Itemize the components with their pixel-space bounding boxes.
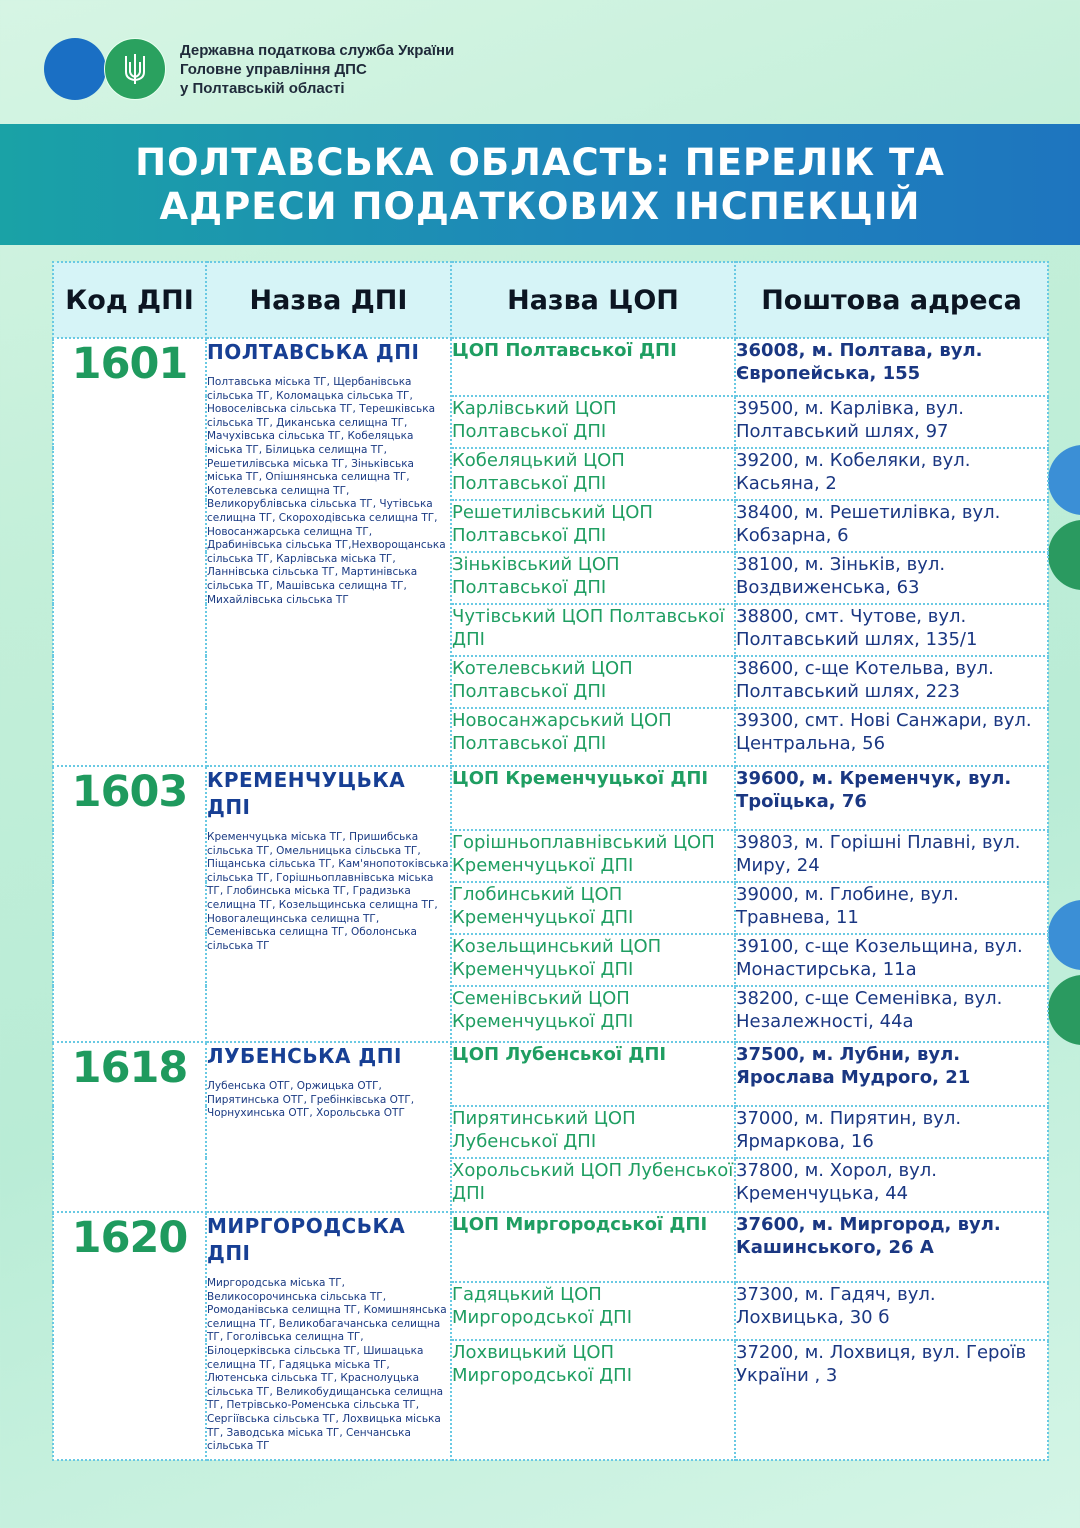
postal-address: 37200, м. Лохвиця, вул. Героїв України , 3 (735, 1340, 1048, 1460)
dpi-name: МИРГОРОДСЬКА ДПІ (207, 1214, 406, 1265)
column-header-dpi: Назва ДПІ (206, 262, 451, 338)
cop-name: ЦОП Кременчуцької ДПІ (451, 766, 735, 830)
decor-circle (1048, 445, 1080, 515)
decor-circle (1048, 900, 1080, 970)
table-row (53, 1042, 1048, 1106)
page-title-line-1: ПОЛТАВСЬКА ОБЛАСТЬ: ПЕРЕЛІК ТА (135, 140, 945, 184)
dpi-cell (206, 1212, 451, 1460)
decor-circle (1048, 975, 1080, 1045)
table-row (53, 766, 1048, 830)
postal-address: 37800, м. Хорол, вул. Кременчуцька, 44 (735, 1158, 1048, 1212)
cop-name: Котелевський ЦОП Полтавської ДПІ (451, 656, 735, 708)
postal-address: 37500, м. Лубни, вул. Ярослава Мудрого, 21 (735, 1042, 1048, 1106)
cop-name: ЦОП Миргородської ДПІ (451, 1212, 735, 1282)
cop-name: ЦОП Лубенської ДПІ (451, 1042, 735, 1106)
cop-name: Карлівський ЦОП Полтавської ДПІ (451, 396, 735, 448)
title-banner (0, 124, 1080, 245)
dpi-communities: Полтавська міська ТГ, Щербанівська сільська ТГ, Коломацька сільська ТГ, Новоселівська сільська ТГ, Терешківська сільська ТГ, Диканська селищна ТГ, Мачухівська сільська ТГ, Кобеляцька міська ТГ, Білицька селищна ТГ, Решетилівська міська ТГ, Зіньківська міська ТГ, Опішнянська селищна ТГ, Котелевська селищна ТГ, Великорублівська сільська ТГ, Чутівська селищна ТГ, Скороходівська селищна ТГ, Новосанжарська селищна ТГ, Драбинівська сільська ТГ,Нехворощанська сільська ТГ, Карлівська міська ТГ, Ланнівська сільська ТГ, Мартинівська сільська ТГ, Машівська селищна ТГ, Михайлівська сільська ТГ (207, 376, 446, 606)
cop-name: Решетилівський ЦОП Полтавської ДПІ (451, 500, 735, 552)
table-body (53, 338, 1048, 1460)
dpi-code: 1601 (53, 338, 206, 766)
dpi-cell (206, 338, 451, 766)
dpi-code: 1620 (53, 1212, 206, 1460)
postal-address: 39600, м. Кременчук, вул. Троїцька, 76 (735, 766, 1048, 830)
column-header-code: Код ДПІ (53, 262, 206, 338)
postal-address: 37600, м. Миргород, вул. Кашинського, 26 А (735, 1212, 1048, 1282)
dpi-cell (206, 766, 451, 1042)
cop-name: Пирятинський ЦОП Лубенської ДПІ (451, 1106, 735, 1158)
postal-address: 38600, с-ще Котельва, вул. Полтавський шлях, 223 (735, 656, 1048, 708)
postal-address: 38400, м. Решетилівка, вул. Кобзарна, 6 (735, 500, 1048, 552)
dpi-communities: Миргородська міська ТГ, Великосорочинська сільська ТГ, Ромоданівська селищна ТГ, Комишнянська селищна ТГ, Великобагачанська селищна ТГ, Гоголівська селищна ТГ, Білоцерківська сільська ТГ, Шишацька селищна ТГ, Гадяцька міська ТГ, Лютенська сільська ТГ, Краснолуцька сільська ТГ, Великобудищанська селищна ТГ, Петрівсько-Роменська сільська ТГ, Сергіївська сільська ТГ, Лохвицька міська ТГ, Заводська міська ТГ, Сенчанська сільська ТГ (207, 1277, 447, 1453)
decor-circle (1048, 520, 1080, 590)
postal-address: 38800, смт. Чутове, вул. Полтавський шлях, 135/1 (735, 604, 1048, 656)
page-title-line-2: АДРЕСИ ПОДАТКОВИХ ІНСПЕКЦІЙ (159, 184, 921, 228)
dpi-cell (206, 1042, 451, 1212)
cop-name: Семенівський ЦОП Кременчуцької ДПІ (451, 986, 735, 1042)
dpi-code: 1603 (53, 766, 206, 1042)
postal-address: 39300, смт. Нові Санжари, вул. Центральна, 56 (735, 708, 1048, 766)
table-row (53, 1212, 1048, 1282)
cop-name: Новосанжарський ЦОП Полтавської ДПІ (451, 708, 735, 766)
table-header-row (53, 262, 1048, 338)
cop-name: Кобеляцький ЦОП Полтавської ДПІ (451, 448, 735, 500)
postal-address: 39803, м. Горішні Плавні, вул. Миру, 24 (735, 830, 1048, 882)
cop-name: Гадяцький ЦОП Миргородської ДПІ (451, 1282, 735, 1340)
cop-name: Зіньківський ЦОП Полтавської ДПІ (451, 552, 735, 604)
postal-address: 39500, м. Карлівка, вул. Полтавський шлях, 97 (735, 396, 1048, 448)
dpi-code: 1618 (53, 1042, 206, 1212)
cop-name: Лохвицький ЦОП Миргородської ДПІ (451, 1340, 735, 1460)
postal-address: 39100, с-ще Козельщина, вул. Монастирська, 11а (735, 934, 1048, 986)
cop-name: Чутівський ЦОП Полтавської ДПІ (451, 604, 735, 656)
postal-address: 37000, м. Пирятин, вул. Ярмаркова, 16 (735, 1106, 1048, 1158)
column-header-cop: Назва ЦОП (451, 262, 735, 338)
cop-name: ЦОП Полтавської ДПІ (451, 338, 735, 396)
dpi-communities: Лубенська ОТГ, Оржицька ОТГ, Пирятинська ОТГ, Гребінківська ОТГ, Чорнухинська ОТГ, Хорольська ОТГ (207, 1080, 415, 1120)
org-line-3: у Полтавській області (180, 79, 345, 97)
postal-address: 39200, м. Кобеляки, вул. Касьяна, 2 (735, 448, 1048, 500)
trident-icon (122, 52, 148, 86)
dpi-name: КРЕМЕНЧУЦЬКА ДПІ (207, 768, 406, 819)
cop-name: Козельщинський ЦОП Кременчуцької ДПІ (451, 934, 735, 986)
table-row (53, 338, 1048, 396)
postal-address: 37300, м. Гадяч, вул. Лохвицька, 30 б (735, 1282, 1048, 1340)
org-name (180, 41, 454, 98)
postal-address: 38100, м. Зіньків, вул. Воздвиженська, 63 (735, 552, 1048, 604)
org-line-1: Державна податкова служба України (180, 41, 455, 59)
tax-offices-table (52, 261, 1049, 1461)
org-header (44, 36, 454, 102)
logo-blue-circle (44, 38, 106, 100)
postal-address: 36008, м. Полтава, вул. Європейська, 155 (735, 338, 1048, 396)
org-line-2: Головне управління ДПС (180, 60, 367, 78)
dpi-name: ПОЛТАВСЬКА ДПІ (207, 340, 420, 364)
cop-name: Хорольський ЦОП Лубенської ДПІ (451, 1158, 735, 1212)
cop-name: Глобинський ЦОП Кременчуцької ДПІ (451, 882, 735, 934)
postal-address: 38200, с-ще Семенівка, вул. Незалежності, 44а (735, 986, 1048, 1042)
column-header-address: Поштова адреса (735, 262, 1048, 338)
postal-address: 39000, м. Глобине, вул. Травнева, 11 (735, 882, 1048, 934)
dpi-name: ЛУБЕНСЬКА ДПІ (207, 1044, 402, 1068)
cop-name: Горішньоплавнівський ЦОП Кременчуцької ДПІ (451, 830, 735, 882)
dpi-communities: Кременчуцька міська ТГ, Пришибська сільська ТГ, Омельницька сільська ТГ, Піщанська сільська ТГ, Кам'янопотоківська сільська ТГ, Горішньоплавнівська міська ТГ, Глобинська міська ТГ, Градизька селищна ТГ, Козельщинська селищна ТГ, Новогалещинська селищна ТГ, Семенівська селищна ТГ, Оболонська сільська ТГ (207, 831, 449, 952)
trident-icon (104, 38, 166, 100)
